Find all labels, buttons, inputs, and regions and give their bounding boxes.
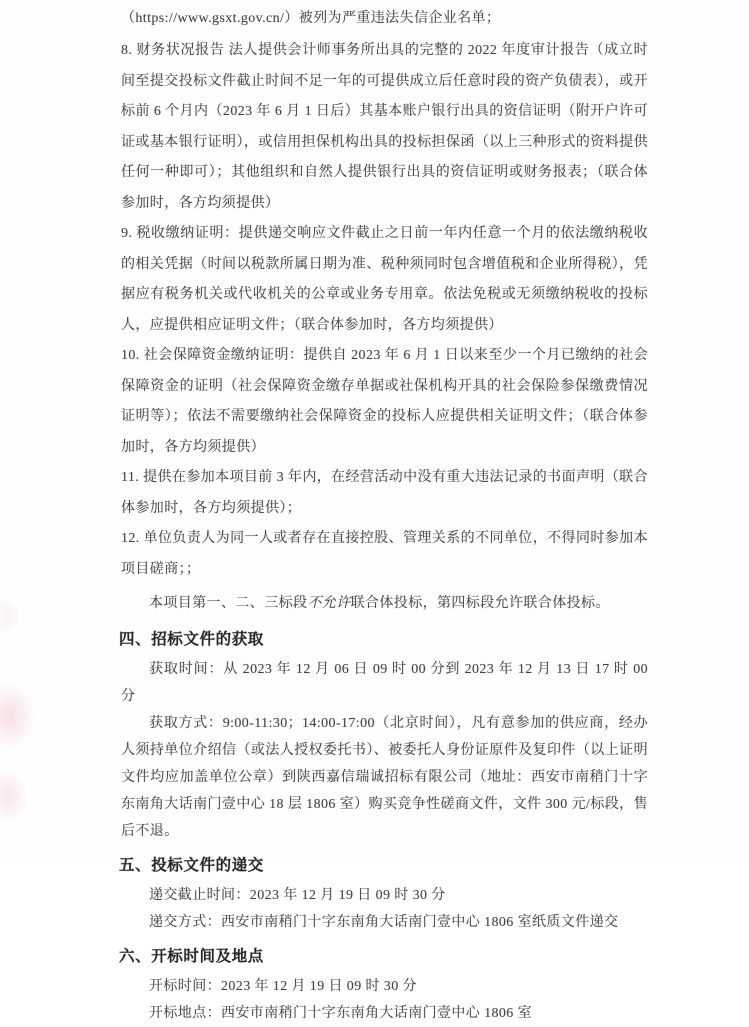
list-item-10: 10. 社会保障资金缴纳证明：提供自 2023 年 6 月 1 日以来至少一个月已缴纳的社会保障资金的证明（社会保障资金缴存单据或社保机构开具的社会保险参保缴费情况证明等）；依法不需要缴纳社会保障资金的投标人应提供相关证明文件；（联合体参加时，各方均须提供） (121, 348, 648, 455)
section-4-acquisition-method: 获取方式：9:00-11:30；14:00-17:00（北京时间），凡有意参加的供应商，经办人须持单位介绍信（或法人授权委托书）、被委托人身份证原件及复印件（以上证明文件均应加盖单位公章）到陕西嘉信瑞诚招标有限公司（地址：西安市南稍门十字东南角大话南门壹中心 18 层 1806 室）购买竞争性磋商文件，文件 300 元/标段，售后不退。 (121, 716, 648, 839)
section-heading-5-bid-submission: 五、投标文件的递交 (119, 857, 264, 874)
section-6-opening-time: 开标时间：2023 年 12 月 19 日 09 时 30 分 (149, 979, 417, 994)
section-6-opening-location: 开标地点：西安市南稍门十字东南角大话南门壹中心 1806 室 (149, 1006, 532, 1021)
scan-artifact-smudge (0, 596, 22, 636)
paragraph-url-continuation: （https://www.gsxt.gov.cn/）被列为严重违法失信企业名单； (121, 11, 501, 26)
list-item-12: 12. 单位负责人为同一人或者存在直接控股、管理关系的不同单位，不得同时参加本项目磋商；； (121, 531, 648, 577)
note-prefix: 本项目第一、二、三标段 (149, 596, 308, 611)
list-item-8: 8. 财务状况报告 法人提供会计师事务所出具的完整的 2022 年度审计报告（成立时间至提交投标文件截止时间不足一年的可提供成立后任意时段的资产负债表），或开标前 6 个月内（2023 年 6 月 1 日后）其基本账户银行出具的资信证明（附开户许可证或基本银行证明），或信用担保机构出具的投标担保函（以上三种形式的资料提供任何一种即可）；其他组织和自然人提供银行出具的资信证明或财务报表；（联合体参加时，各方均须提供） (121, 43, 648, 211)
list-item-9: 9. 税收缴纳证明：提供递交响应文件截止之日前一年内任意一个月的依法缴纳税收的相关凭据（时间以税款所属日期为准、税种须同时包含增值税和企业所得税），凭据应有税务机关或代收机关的公章或业务专用章。依法免税或无须缴纳税收的投标人，应提供相应证明文件；（联合体参加时，各方均须提供） (121, 226, 648, 333)
section-5-submission-method: 递交方式：西安市南稍门十字东南角大话南门壹中心 1806 室纸质文件递交 (149, 915, 619, 930)
section-heading-4-document-acquisition: 四、招标文件的获取 (119, 631, 264, 648)
note-italic-not-allowed: 不允许 (307, 596, 351, 611)
section-heading-6-bid-opening: 六、开标时间及地点 (119, 948, 264, 965)
section-4-acquisition-time: 获取时间：从 2023 年 12 月 06 日 09 时 00 分到 2023 年 12 月 13 日 17 时 00 分 (121, 662, 648, 704)
note-suffix: 联合体投标，第四标段允许联合体投标。 (350, 596, 610, 611)
list-item-11: 11. 提供在参加本项目前 3 年内，在经营活动中没有重大违法记录的书面声明（联合体参加时，各方均须提供）； (121, 470, 648, 516)
paragraph-consortium-note (121, 589, 648, 619)
scan-artifact-smudge (0, 682, 36, 750)
document-body (121, 4, 648, 1027)
section-5-submission-deadline: 递交截止时间：2023 年 12 月 19 日 09 时 30 分 (149, 888, 446, 903)
scan-artifact-smudge (0, 768, 28, 824)
